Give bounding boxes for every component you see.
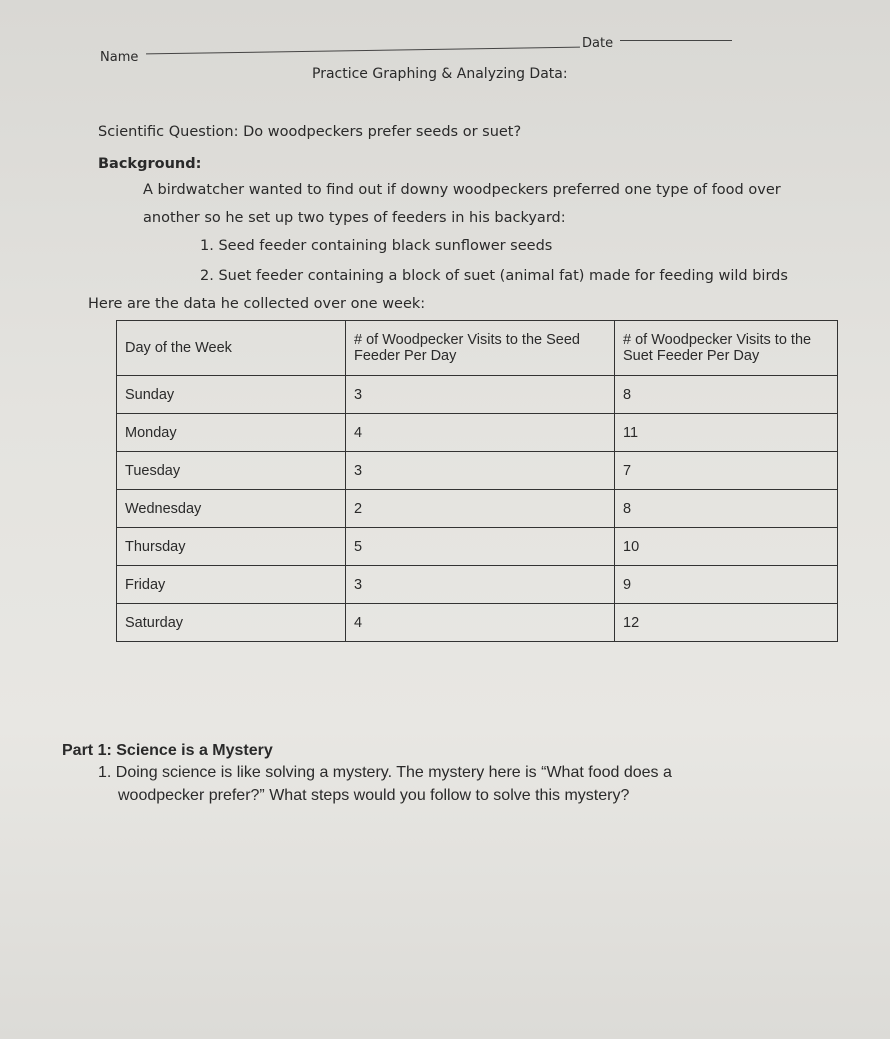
column-header-seed: # of Woodpecker Visits to the Seed Feeder Per Day bbox=[346, 321, 615, 376]
table-row bbox=[117, 376, 838, 414]
seed-visits-cell: 5 bbox=[346, 528, 615, 566]
answer-area[interactable] bbox=[98, 820, 798, 1020]
suet-visits-cell: 8 bbox=[615, 490, 838, 528]
table-header-row bbox=[117, 321, 838, 376]
scientific-question: Scientific Question: Do woodpeckers prefer seeds or suet? bbox=[98, 124, 522, 140]
date-line[interactable] bbox=[620, 40, 732, 41]
seed-visits-cell: 4 bbox=[346, 604, 615, 642]
seed-visits-cell: 4 bbox=[346, 414, 615, 452]
day-cell: Monday bbox=[117, 414, 346, 452]
column-header-day: Day of the Week bbox=[117, 321, 346, 376]
suet-visits-cell: 7 bbox=[615, 452, 838, 490]
worksheet-title: Practice Graphing & Analyzing Data: bbox=[312, 66, 568, 82]
day-cell: Wednesday bbox=[117, 490, 346, 528]
day-cell: Sunday bbox=[117, 376, 346, 414]
table-row bbox=[117, 566, 838, 604]
table-row bbox=[117, 604, 838, 642]
feeder-item-1: 1. Seed feeder containing black sunflower seeds bbox=[200, 238, 553, 254]
suet-visits-cell: 8 bbox=[615, 376, 838, 414]
question-1-line-1: 1. Doing science is like solving a mystery. The mystery here is “What food does a bbox=[98, 764, 672, 781]
seed-visits-cell: 3 bbox=[346, 452, 615, 490]
seed-visits-cell: 3 bbox=[346, 376, 615, 414]
name-label: Name bbox=[100, 50, 139, 65]
part1-heading: Part 1: Science is a Mystery bbox=[62, 742, 273, 759]
day-cell: Friday bbox=[117, 566, 346, 604]
date-label: Date bbox=[582, 36, 614, 51]
suet-visits-cell: 11 bbox=[615, 414, 838, 452]
feeder-item-2: 2. Suet feeder containing a block of suet (animal fat) made for feeding wild birds bbox=[200, 268, 788, 284]
day-cell: Thursday bbox=[117, 528, 346, 566]
table-row bbox=[117, 528, 838, 566]
suet-visits-cell: 10 bbox=[615, 528, 838, 566]
name-line[interactable] bbox=[146, 47, 580, 55]
background-line-1: A birdwatcher wanted to find out if downy woodpeckers preferred one type of food over bbox=[143, 182, 781, 198]
background-line-2: another so he set up two types of feeders in his backyard: bbox=[143, 210, 566, 226]
table-intro: Here are the data he collected over one week: bbox=[88, 296, 426, 312]
day-cell: Tuesday bbox=[117, 452, 346, 490]
table-row bbox=[117, 452, 838, 490]
woodpecker-data-table bbox=[116, 320, 838, 642]
day-cell: Saturday bbox=[117, 604, 346, 642]
seed-visits-cell: 3 bbox=[346, 566, 615, 604]
question-1-line-2: woodpecker prefer?” What steps would you follow to solve this mystery? bbox=[118, 787, 630, 804]
suet-visits-cell: 12 bbox=[615, 604, 838, 642]
table-row bbox=[117, 414, 838, 452]
background-heading: Background: bbox=[98, 156, 202, 172]
table-row bbox=[117, 490, 838, 528]
seed-visits-cell: 2 bbox=[346, 490, 615, 528]
column-header-suet: # of Woodpecker Visits to the Suet Feeder Per Day bbox=[615, 321, 838, 376]
suet-visits-cell: 9 bbox=[615, 566, 838, 604]
